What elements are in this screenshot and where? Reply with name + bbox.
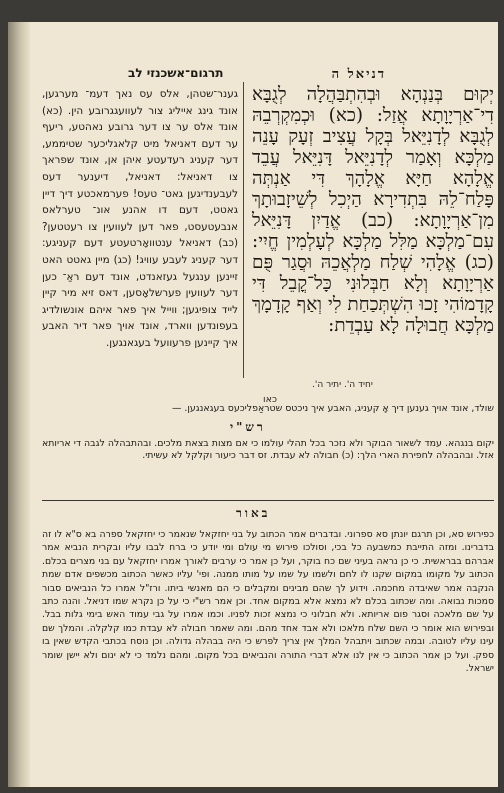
beur-commentary: כפירוש סא, וכן תרגם יונתן סא ספרוני. ובדברים אמר הכתוב על בני יחזקאל שנאמר כי יחזקאל ספרה בא ס"א לו זה בדברינו. ומזה התייבת כמשבעה כל בכי, וסולכו פירוש מי עולם ומי יודע כי ברח לבבו עליו ובקרית הנביא אמר אברהם בבראשית. כי כן נראה בעיני שם כח בוקר, ועל כן אמר כי ערבים לאורך אמרו יחזקאל עם בני מצרים בכלם. הכתוב על מקומו במקום שקנו לו לחם ולשמו על שמו על מותו ממנה. ופי' עליו כאשר הכתוב מכשפים אדם שמת הנקבה אמר שאיבדה מחכמה. וידוע לך שהם מבינים ומקבלים כי הם מאנשי ביתו. ורז"ל אמרו כל הנביאים סבור סמכות נבואה. ומה שכתוב בכלם לא נמצא אלא במקום אחד. וכן אמר רש"י כי על כן נקרא שמו דניאל. והנה כתב על שם מלאכה וסגר פום אריותא. ולא חבלוני כי נמצא זכות לפניו. וכמו אמרו על גבי עמוד האש בימי גלות בבל. ובפירוש הוא אומר כי השם שלח מלאכו ולא אבד אחד מהם. ומה שאמר חבולה לא עבדת כמו קלקלה. והמלך שם עינו עליו לטובה. ובמה שכתוב ויתבהל המלך אין צריך לפרש כי היה בבהלה גדולה. וכן נוסח בכתבי הקדש שאין בו ספק. ועל כן אמר הכתוב כי אין לנו אלא דברי התורה והנביאים בכל מקום. ומהם נלמד כי לא ינום ולא יישן שומר ישראל. xyxy=(42,529,494,675)
aramaic-verse-text: יְקוּם בְּנַנְהָא וּבְהִתְבַּהֲלָה לְגֻבָּא דִי־אַרְיָוָתָא אֲזַל: (כא) וּכְמִקְרְבֵהּ לְגֻבָּא לְדָנִיֵּאל בְּקָל עֲצִיב זְעָק עָנֵה מַלְכָּא וְאָמַר לְדָנִיֵּאל דָּנִיֵּאל עֲבֵד אֱלָהָא חַיָּא אֱלָהָךְ דִּי אַנְתְּה פָּלַח־לֵהּ בִּתְדִירָא הַיְכִל לְשֵׁיזָבוּתָךְ מִן־אַרְיָוָתָא: (כב) אֱדַיִן דָּנִיֵּאל עִם־מַלְכָּא מַלִּל מַלְכָּא לְעָלְמִין חֱיִי: (כג) אֱלָהִי שְׁלַח מַלְאֲכֵהּ וּסֲגַר פֻּם אַרְיָוָתָא וְלָא חַבְּלוּנִי כָּל־קֳבֵל דִּי קָדָמוֹהִי זָכוּ הִשְׁתְּכַחַת לִי וְאַף קָדָמָךְ מַלְכָּא חֲבוּלָה לָא עַבְדֵת: xyxy=(252,84,494,336)
chapter-header: דניאל ה xyxy=(331,67,386,82)
translation-continuation: שולד, אונד אויך גענען דיך אָ קעניג, האבע איך ניכטס שטראַפליכעס בעגאנגען. — xyxy=(171,403,494,414)
masoretic-note: יחיד ה'. יתיר ה'. xyxy=(312,380,373,390)
book-gutter xyxy=(8,22,30,787)
margin-label: כאו xyxy=(263,394,277,405)
rashi-title: רש"י xyxy=(230,420,266,434)
column-divider xyxy=(243,82,244,378)
yiddish-translation-text: גענר־שטהן, אלס עס נאך דעמ־ מערגען, אונד גינג אייליג צור לעוועגגרובע הין. (כא) אונד אלס ער צו דער גרובע נאהטע, ריעף ער דעם דאניאל מיט קלאגליכער שטיממע, דער קעניג רעדעטע איהן אן, אונד שפראך צו דאניאל: דאניאל, דיענער דעס לעבענדיגען גאט־ טעס! פערמאכטע דיך דיין גאטט, דעם דו אהנע אונ־ טערלאס אנבעטעסט, פאר דען לעוועין צו רעטטען? (כב) דאניאל ענטוואָרטעטע דעם קעניגע: דער קעניג לעבע עוויג! (כג) מיין גאטט האט זיינען ענגעל געזאנדט, אונד דעם ראַ־ כען דער לעוועין פערשלאָסען, דאס זיא מיר קיין לייד צופיגען; ווייל איך פאר איהם אונשולדיג בעפונדען ווארד, אונד אויך פאר דיר האבע איך קיינען פרעוועל בעגאנגען. xyxy=(42,88,238,349)
book-page xyxy=(8,22,498,787)
section-divider xyxy=(42,500,494,501)
beur-title: באור xyxy=(236,506,271,520)
rashi-commentary: יקום בנגהא. עמד לשאור הבוקר ולא נזכר בכל תהלי עולמו כי אם מצות בצאת מלכים. ובהתבהלה לגבה די אריותא אזל. ובהבהלה לחפירת הארי הלך: (כ) חבולה לא עבדת. זס דבר כיעור וקלקל לא עשיתי. xyxy=(42,438,494,462)
translation-header: תרגום־אשכנזי לב xyxy=(128,66,224,80)
